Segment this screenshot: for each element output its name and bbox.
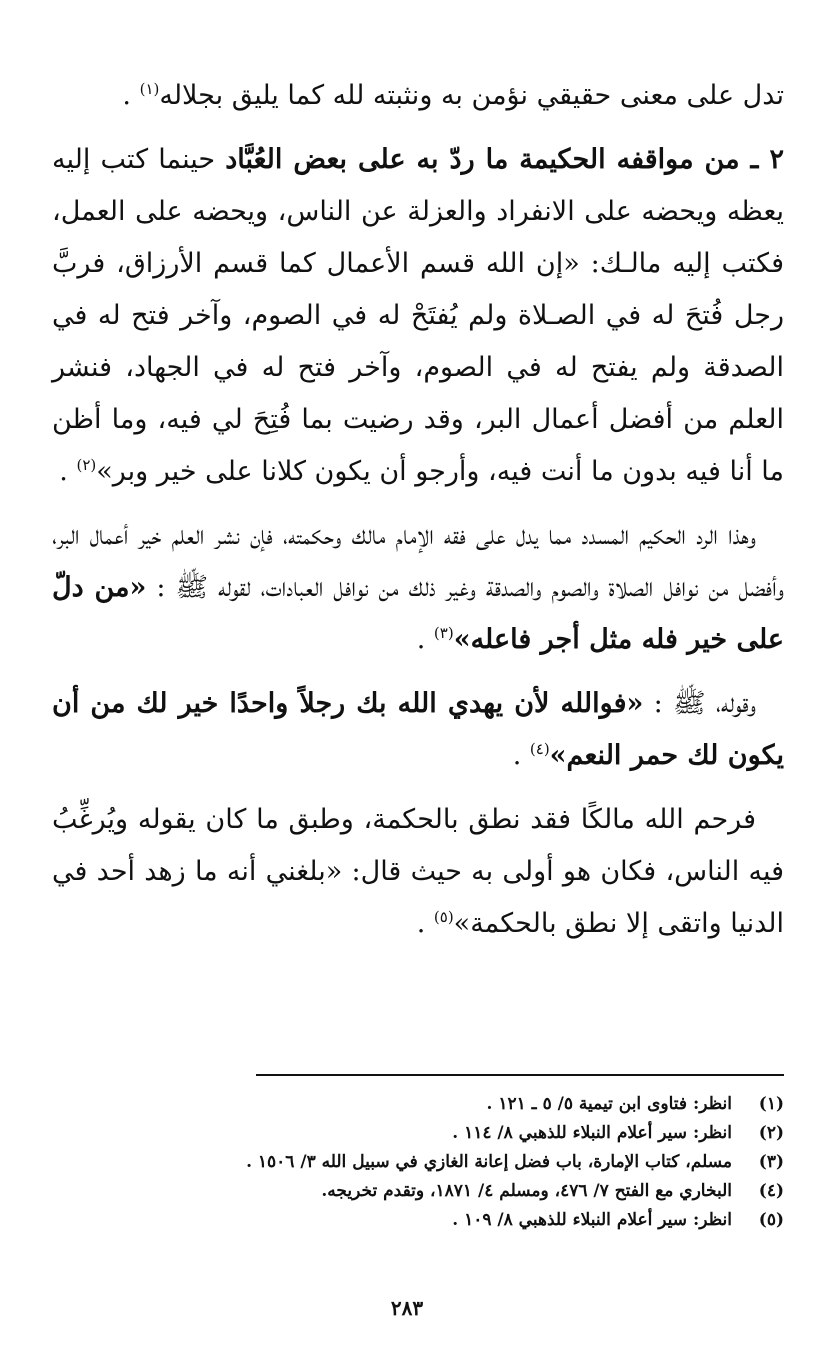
footnote-item: [52, 1206, 784, 1235]
paragraph-2: [52, 134, 784, 498]
footnote-ref-3: (٣): [433, 624, 454, 642]
footnote-text: انظر: سير أعلام النبلاء للذهبي ٨/ ١٠٩ .: [452, 1210, 732, 1230]
footnote-text: البخاري مع الفتح ٧/ ٤٧٦، ومسلم ٤/ ١٨٧١، وتقدم تخريجه.: [321, 1181, 732, 1201]
main-text: [52, 70, 784, 950]
footnote-number: (٣): [758, 1152, 784, 1172]
paragraph-1-end: .: [122, 80, 131, 111]
footnote-ref-5: (٥): [433, 908, 454, 926]
hadith-quote-1: «من دلّ على خير فله مثل أجر فاعله»: [52, 572, 784, 655]
paragraph-1: [52, 70, 784, 122]
paragraph-4-end: .: [512, 740, 522, 771]
paragraph-2-heading: ٢ ـ من مواقفه الحكيمة ما ردّ به على بعض العُبَّاد: [225, 144, 784, 175]
paragraph-4-text: وقوله، ﷺ :: [643, 688, 756, 719]
footnote-number: (٢): [758, 1123, 784, 1143]
footnote-item: [52, 1090, 784, 1119]
footnote-number: (٥): [758, 1210, 784, 1230]
paragraph-5-text: فرحم الله مالكًا فقد نطق بالحكمة، وطبق ما كان يقوله ويُرغِّبُ فيه الناس، فكان هو أولى به حيث قال: «بلغني أنه ما زهد أحد في الدنيا واتقى إلا نطق بالحكمة»: [52, 804, 784, 939]
footnote-item: [52, 1148, 784, 1177]
footnote-number: (٤): [758, 1181, 784, 1201]
paragraph-2-end: .: [59, 456, 68, 487]
paragraph-4: [52, 678, 784, 782]
footnote-number: (١): [758, 1094, 784, 1114]
paragraph-3-text: وهذا الرد الحكيم المسدد مما يدل على فقه الإمام مالك وحكمته، فإن نشر العلم خير أعمال البر، وأفضل من نوافل الصلاة والصوم والصدقة وغير ذلك من نوافل العبادات، لقوله ﷺ :: [52, 520, 784, 603]
footnote-text: انظر: سير أعلام النبلاء للذهبي ٨/ ١١٤ .: [452, 1123, 732, 1143]
paragraph-1-text: تدل على معنى حقيقي نؤمن به ونثبته لله كما يليق بجلاله: [159, 80, 784, 111]
footnote-separator: [256, 1074, 784, 1076]
paragraph-3: [52, 510, 784, 666]
paragraph-5-end: .: [416, 908, 426, 939]
footnote-ref-1: (١): [139, 80, 160, 98]
footnote-item: [52, 1119, 784, 1148]
footnotes: [52, 1090, 784, 1235]
footnote-item: [52, 1177, 784, 1206]
paragraph-2-text: حينما كتب إليه يعظه ويحضه على الانفراد والعزلة عن الناس، ويحضه على العمل، فكتب إليه مالـك: «إن الله قسم الأعمال كما قسم الأرزاق، فربَّ رجل فُتحَ له في الصـلاة ولم يُفتَحْ له في الصوم، وآخر فتح له في الصدقة ولم يفتح له في الصوم، وآخر فتح له في الجهاد، فنشر العلم من أفضل أعمال البر، وقد رضيت بما فُتِحَ لي فيه، وما أظن ما أنا فيه بدون ما أنت فيه، وأرجو أن يكون كلانا على خير وبر»: [52, 144, 784, 487]
paragraph-5: [52, 794, 784, 950]
page-number: ٢٨٣: [390, 1296, 424, 1320]
paragraph-3-end: .: [416, 624, 426, 655]
footnote-text: مسلم، كتاب الإمارة، باب فضل إعانة الغازي في سبيل الله ٣/ ١٥٠٦ .: [246, 1152, 732, 1172]
footnote-text: انظر: فتاوى ابن تيمية ٥/ ٥ ـ ١٢١ .: [486, 1094, 732, 1114]
footnote-ref-4: (٤): [529, 740, 550, 758]
footnote-ref-2: (٢): [76, 456, 97, 474]
hadith-quote-2: «فوالله لأن يهدي الله بك رجلاً واحدًا خير لك من أن يكون لك حمر النعم»: [52, 688, 784, 771]
